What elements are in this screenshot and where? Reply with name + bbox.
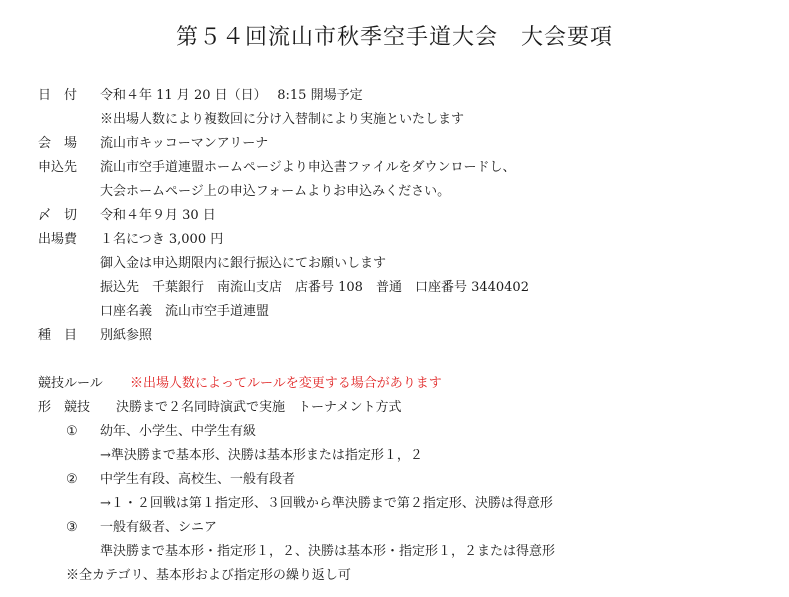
kata-item-2-title: 中学生有段、高校生、一般有段者 xyxy=(100,472,296,487)
date-value: 令和４年 11 月 20 日（日） 8:15 開場予定 xyxy=(100,88,363,103)
kata-item-1-title: 幼年、小学生、中学生有級 xyxy=(100,424,257,439)
deadline-label: 〆 切 xyxy=(38,208,78,223)
kata-item-1-detail: →準決勝まで基本形、決勝は基本形または指定形１，２ xyxy=(100,448,423,463)
fee-account-name: 口座名義 流山市空手道連盟 xyxy=(100,304,270,319)
date-note: ※出場人数により複数回に分け入替制により実施といたします xyxy=(100,112,465,127)
fee-bank-account: 振込先 千葉銀行 南流山支店 店番号 108 普通 口座番号 3440402 xyxy=(100,280,529,295)
application-line-2: 大会ホームページ上の申込フォームよりお申込みください。 xyxy=(100,184,451,199)
rules-label: 競技ルール xyxy=(38,376,103,391)
kata-value: 決勝まで２名同時演武で実施 トーナメント方式 xyxy=(116,400,402,415)
kata-item-2-marker: ② xyxy=(66,472,78,487)
application-label: 申込先 xyxy=(38,160,78,175)
fee-value: １名につき 3,000 円 xyxy=(100,232,224,247)
kata-item-1-marker: ① xyxy=(66,424,78,439)
events-label: 種 目 xyxy=(38,328,78,343)
rules-notice: ※出場人数によってルールを変更する場合があります xyxy=(130,376,442,391)
fee-payment-note: 御入金は申込期限内に銀行振込にてお願いします xyxy=(100,256,387,271)
deadline-value: 令和４年９月 30 日 xyxy=(100,208,216,223)
events-value: 別紙参照 xyxy=(100,328,153,343)
venue-value: 流山市キッコーマンアリーナ xyxy=(100,136,269,151)
kata-item-3-title: 一般有級者、シニア xyxy=(100,520,218,535)
date-label: 日 付 xyxy=(38,88,78,103)
kata-label: 形 競技 xyxy=(38,400,91,415)
kata-note: ※全カテゴリ、基本形および指定形の繰り返し可 xyxy=(66,568,351,583)
kata-item-2-detail: →１・２回戦は第１指定形、３回戦から準決勝まで第２指定形、決勝は得意形 xyxy=(100,496,553,511)
kata-item-3-detail: 準決勝まで基本形・指定形１，２、決勝は基本形・指定形１，２または得意形 xyxy=(100,544,556,559)
kata-item-3-marker: ③ xyxy=(66,520,78,535)
application-line-1: 流山市空手道連盟ホームページより申込書ファイルをダウンロードし、 xyxy=(100,160,516,175)
fee-label: 出場費 xyxy=(38,232,78,247)
venue-label: 会 場 xyxy=(38,136,78,151)
page-title: 第５４回流山市秋季空手道大会 大会要項 xyxy=(175,25,613,50)
